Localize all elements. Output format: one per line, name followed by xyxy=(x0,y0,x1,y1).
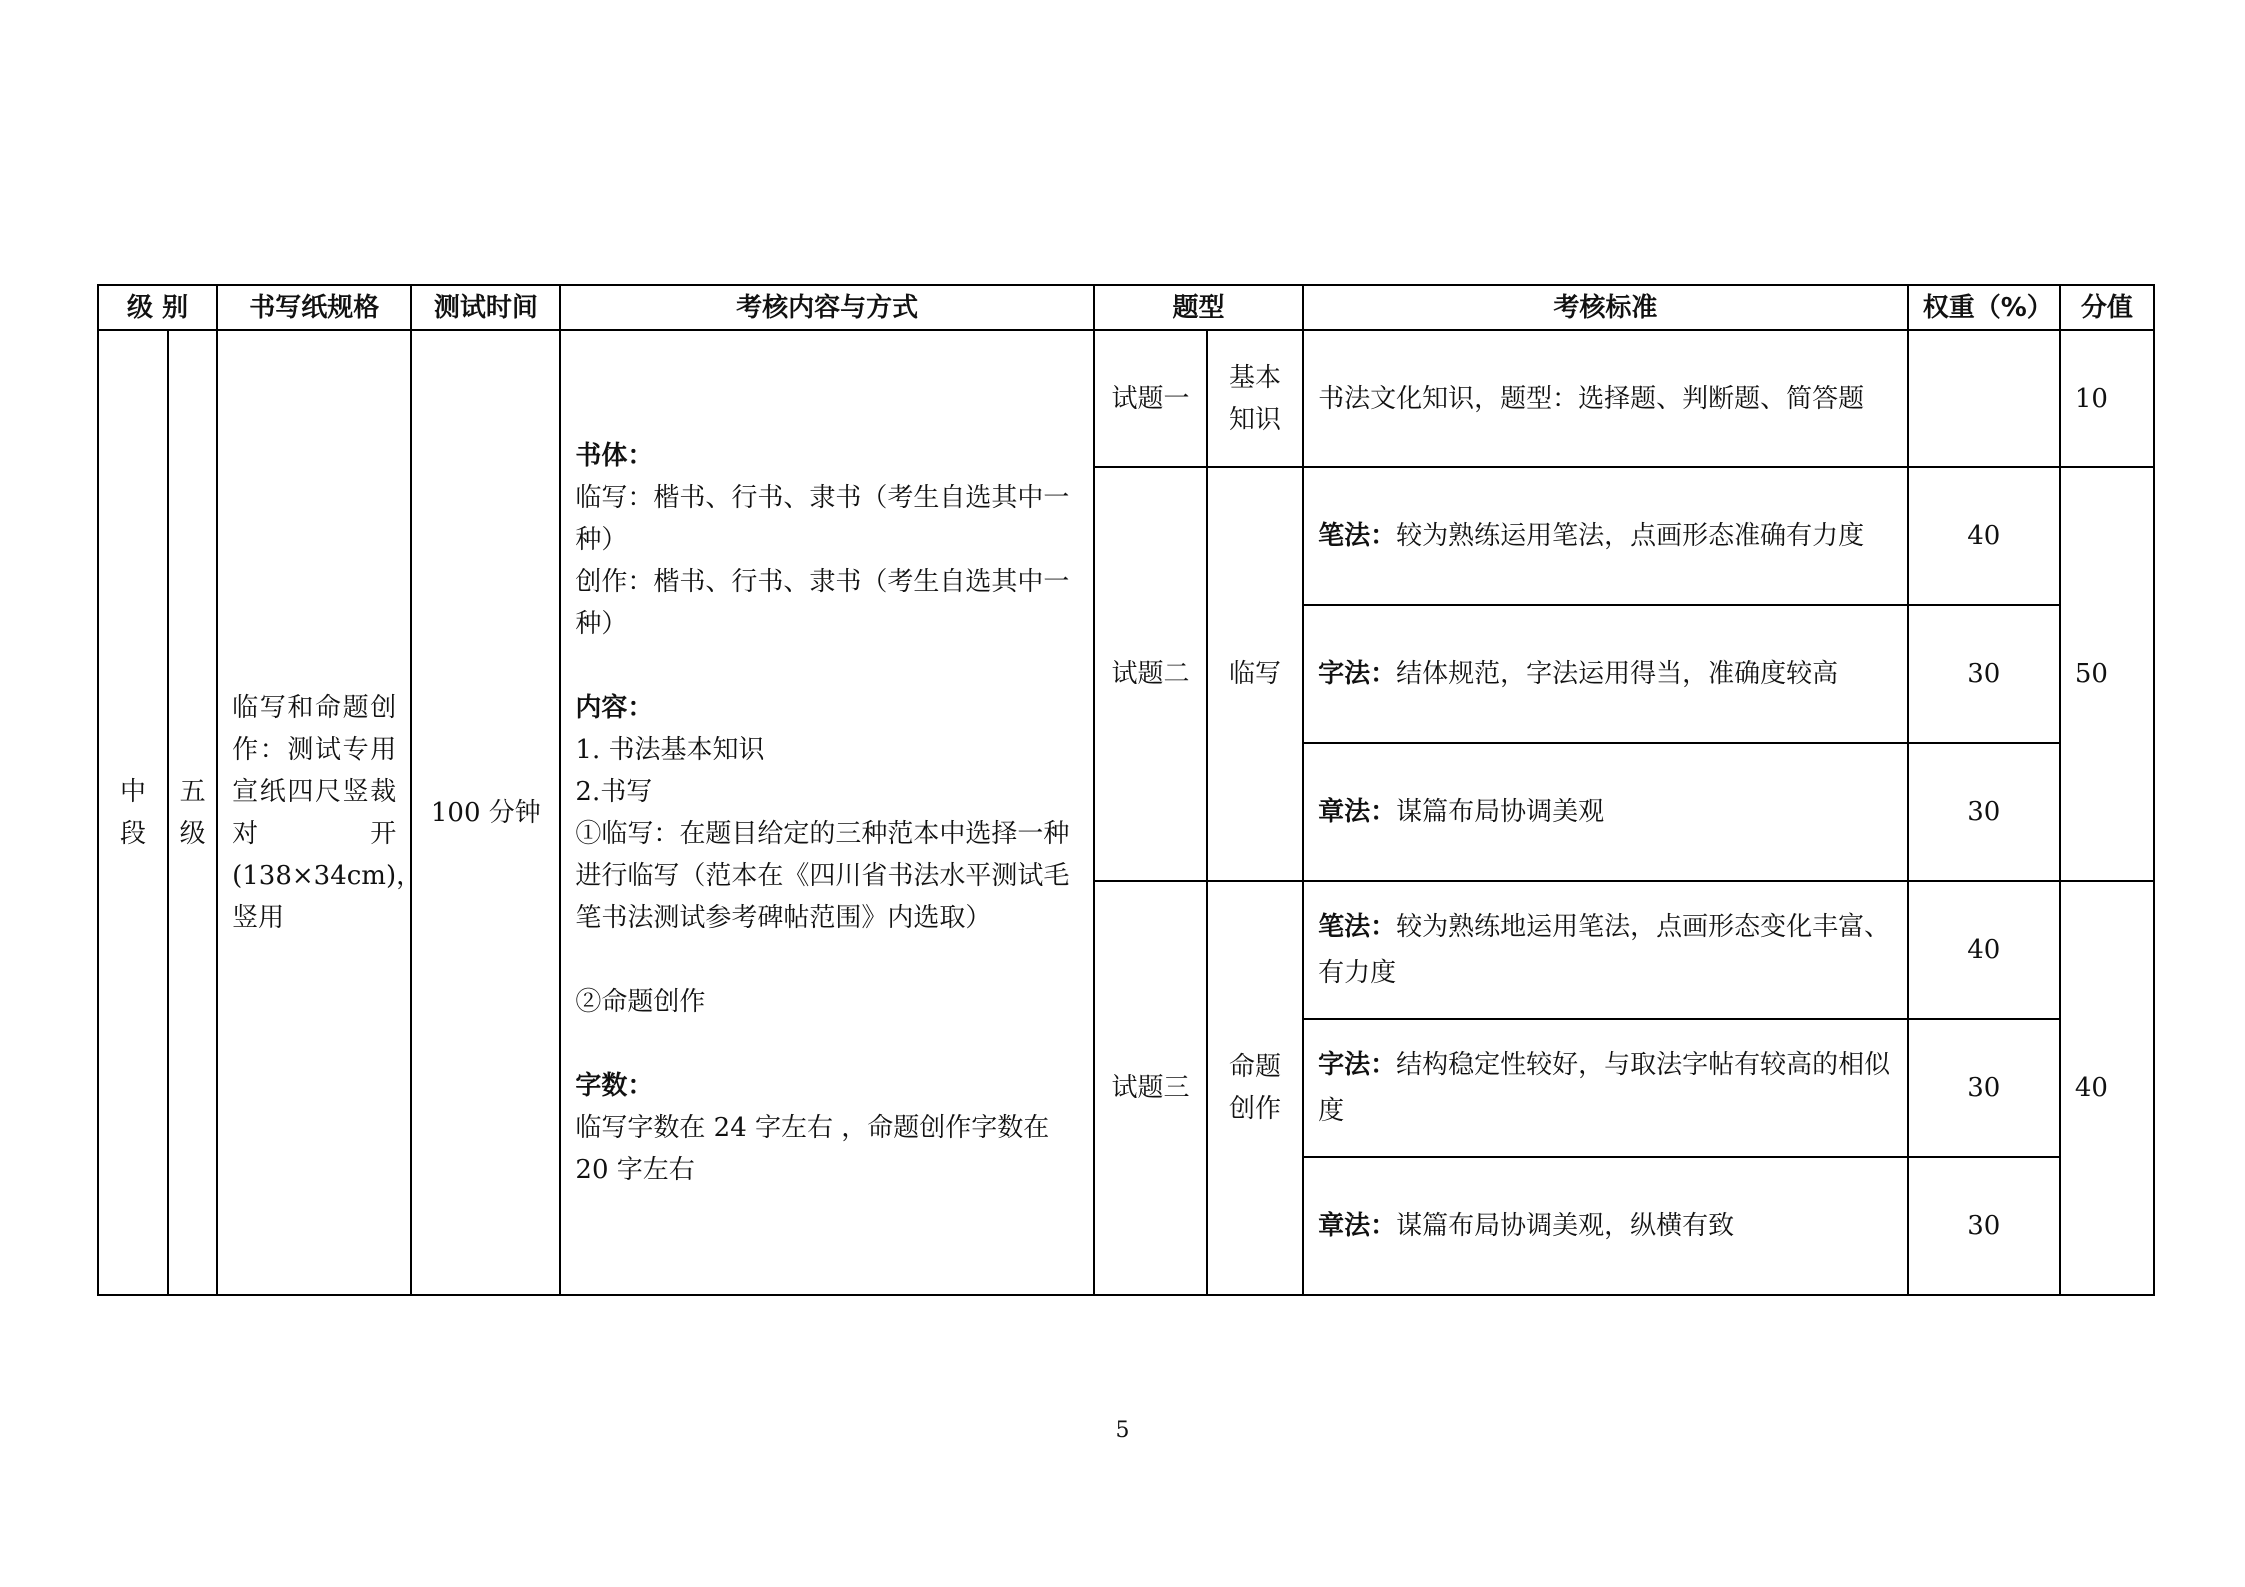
header-score: 分值 xyxy=(2060,285,2154,330)
q2-layout-label: 章法： xyxy=(1318,797,1397,827)
q2-score: 50 xyxy=(2060,467,2154,881)
q3-standard-char xyxy=(1303,1019,1908,1157)
q3-weight-layout: 30 xyxy=(1908,1157,2060,1295)
q3-standard-layout xyxy=(1303,1157,1908,1295)
q2-standard-layout xyxy=(1303,743,1908,881)
q2-standard-char xyxy=(1303,605,1908,743)
count-text: 临写字数在 24 字左右 ，命题创作字数在 20 字左右 xyxy=(575,1112,1050,1185)
header-time: 测试时间 xyxy=(411,285,560,330)
q1-type-line: 基本 xyxy=(1229,362,1282,393)
q2-weight-brush: 40 xyxy=(1908,467,2060,605)
q3-name: 试题三 xyxy=(1094,881,1207,1295)
copy-line: 临写：楷书、行书、隶书（考生自选其中一种） xyxy=(575,482,1070,555)
level-group-char: 中 xyxy=(120,776,147,807)
q3-score: 40 xyxy=(2060,881,2154,1295)
q2-char-label: 字法： xyxy=(1318,659,1397,689)
q1-type xyxy=(1207,330,1303,467)
count-label: 字数： xyxy=(575,1070,654,1101)
q2-standard-brush xyxy=(1303,467,1908,605)
header-content-method: 考核内容与方式 xyxy=(560,285,1094,330)
page-number: 5 xyxy=(1115,1418,1130,1443)
header-weight: 权重（%） xyxy=(1908,285,2060,330)
q3-char-text: 结构稳定性较好，与取法字帖有较高的相似度 xyxy=(1318,1050,1891,1126)
level-group-cell xyxy=(98,330,168,1295)
content-method-cell xyxy=(560,330,1094,1295)
q2-type: 临写 xyxy=(1207,467,1303,881)
content-sub-2: ②命题创作 xyxy=(575,986,706,1017)
content-item-1: 1. 书法基本知识 xyxy=(575,734,765,765)
q1-score: 10 xyxy=(2060,330,2154,467)
level-grade-char: 级 xyxy=(179,818,206,849)
header-question-type: 题型 xyxy=(1094,285,1303,330)
q3-standard-brush xyxy=(1303,881,1908,1019)
q2-weight-layout: 30 xyxy=(1908,743,2060,881)
level-grade-char: 五 xyxy=(179,776,206,807)
content-sub-1: ①临写：在题目给定的三种范本中选择一种进行临写（范本在《四川省书法水平测试毛笔书法测试参考碑帖范围》内选取） xyxy=(575,818,1070,933)
q1-type-line: 知识 xyxy=(1229,404,1282,435)
content-label: 内容： xyxy=(575,692,654,723)
q2-weight-char: 30 xyxy=(1908,605,2060,743)
header-standard: 考核标准 xyxy=(1303,285,1908,330)
q1-standard: 书法文化知识，题型：选择题、判断题、简答题 xyxy=(1303,330,1908,467)
q1-weight xyxy=(1908,330,2060,467)
exam-standard-table xyxy=(97,284,2155,1296)
q3-brush-text: 较为熟练地运用笔法，点画形态变化丰富、有力度 xyxy=(1318,912,1891,988)
table-row xyxy=(98,330,2154,467)
q2-name: 试题二 xyxy=(1094,467,1207,881)
q3-weight-brush: 40 xyxy=(1908,881,2060,1019)
q3-char-label: 字法： xyxy=(1318,1050,1397,1080)
create-line: 创作：楷书、行书、隶书（考生自选其中一种） xyxy=(575,566,1070,639)
q3-type xyxy=(1207,881,1303,1295)
level-grade-cell xyxy=(168,330,217,1295)
header-row xyxy=(98,285,2154,330)
q3-brush-label: 笔法： xyxy=(1318,912,1397,942)
font-label: 书体： xyxy=(575,440,654,471)
q3-layout-text: 谋篇布局协调美观，纵横有致 xyxy=(1396,1211,1735,1241)
q3-weight-char: 30 xyxy=(1908,1019,2060,1157)
q3-layout-label: 章法： xyxy=(1318,1211,1397,1241)
header-level: 级 别 xyxy=(98,285,217,330)
q1-name: 试题一 xyxy=(1094,330,1207,467)
paper-spec-cell: 临写和命题创作：测试专用宣纸四尺竖裁对开(138×34cm)，竖用 xyxy=(217,330,411,1295)
q3-type-line: 创作 xyxy=(1229,1094,1282,1124)
q2-char-text: 结体规范，字法运用得当，准确度较高 xyxy=(1396,659,1839,689)
content-item-2: 2.书写 xyxy=(575,776,653,807)
q2-brush-text: 较为熟练运用笔法，点画形态准确有力度 xyxy=(1396,521,1865,551)
time-cell: 100 分钟 xyxy=(411,330,560,1295)
header-paper-spec: 书写纸规格 xyxy=(217,285,411,330)
level-group-char: 段 xyxy=(120,818,147,849)
q3-type-line: 命题 xyxy=(1229,1052,1282,1082)
q2-brush-label: 笔法： xyxy=(1318,521,1397,551)
q2-layout-text: 谋篇布局协调美观 xyxy=(1396,797,1605,827)
